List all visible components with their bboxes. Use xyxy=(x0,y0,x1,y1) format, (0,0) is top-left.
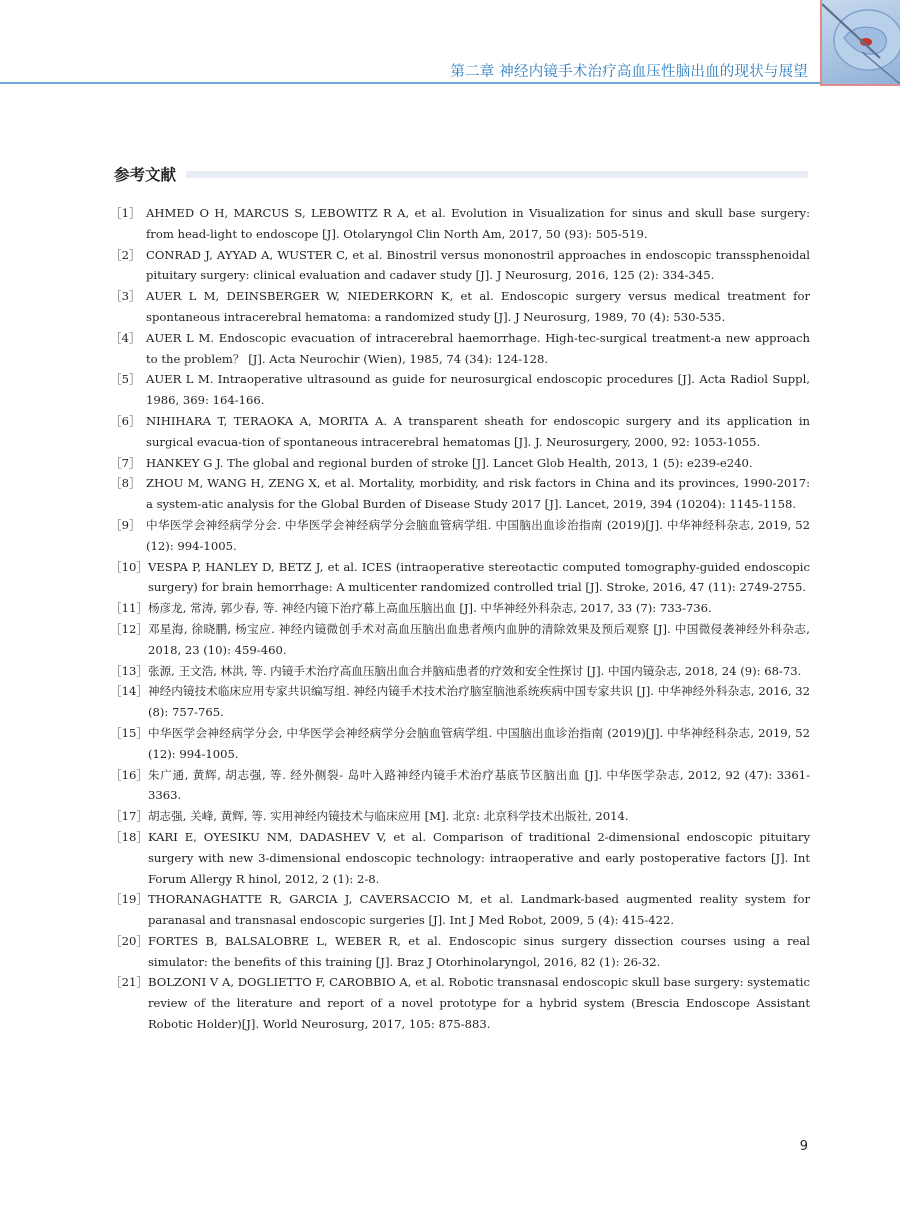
reference-text: 杨彦龙, 常涛, 郭少春, 等. 神经内镜下治疗幕上高血压脑出血 [J]. 中华神经外科杂志, 2017, 33 (7): 733-736. xyxy=(147,601,712,616)
header-rule xyxy=(0,82,822,84)
reference-item xyxy=(110,806,810,827)
reference-number: ［2］ xyxy=(110,247,141,262)
reference-item xyxy=(110,328,810,370)
reference-item xyxy=(110,765,810,807)
reference-number: ［18］ xyxy=(110,829,148,844)
reference-text: 邓星海, 徐晓鹏, 杨宝应. 神经内镜微创手术对高血压脑出血患者颅内血肿的清除效果及预后观察 [J]. 中国微侵袭神经外科杂志, 2018, 23 (10): 459-460. xyxy=(147,621,810,657)
running-header: 第二章 神经内镜手术治疗高血压性脑出血的现状与展望 xyxy=(450,64,808,80)
reference-item xyxy=(110,681,810,723)
reference-item xyxy=(110,369,810,411)
reference-text: BOLZONI V A, DOGLIETTO F, CAROBBIO A, et al. Robotic transnasal endoscopic skull base surgery: systematic review of the literature and report of a novel prototype for a hybrid system (Brescia Endoscope Assistant Robotic Holder)[J]. World Neurosurg, 2017, 105: 875-883. xyxy=(147,975,810,1032)
heading-bar xyxy=(186,171,808,178)
reference-number: ［14］ xyxy=(110,684,148,699)
reference-text: AHMED O H, MARCUS S, LEBOWITZ R A, et al. Evolution in Visualization for sinus and skull base surgery: from head-light to endoscope [J]. Otolaryngol Clin North Am, 2017, 50 (93): 505-519. xyxy=(146,206,810,241)
reference-item xyxy=(110,286,810,328)
reference-number: ［10］ xyxy=(110,559,148,574)
reference-text: AUER L M, DEINSBERGER W, NIEDERKORN K, et al. Endoscopic surgery versus medical treatment for spontaneous intracerebral hematoma: a randomized study [J]. J Neurosurg, 1989, 70 (4): 530-535. xyxy=(146,289,810,324)
reference-text: VESPA P, HANLEY D, BETZ J, et al. ICES (intraoperative stereotactic computed tomography-guided endoscopic surgery) for brain hemorrhage: A multicenter randomized controlled trial [J]. Stroke, 2016, 47 (11): 2749-2755. xyxy=(147,559,810,595)
reference-number: ［19］ xyxy=(110,892,148,907)
reference-number: ［16］ xyxy=(110,767,148,782)
reference-number: ［3］ xyxy=(110,289,141,304)
reference-item xyxy=(110,889,810,931)
reference-text: HANKEY G J. The global and regional burden of stroke [J]. Lancet Glob Health, 2013, 1 (5): e239-e240. xyxy=(146,455,753,470)
reference-item xyxy=(110,827,810,889)
reference-item xyxy=(110,723,810,765)
references-heading: 参考文献 xyxy=(114,166,177,184)
reference-item xyxy=(110,411,810,453)
reference-text: 胡志强, 关峰, 黄辉, 等. 实用神经内镜技术与临床应用 [M]. 北京: 北京科学技术出版社, 2014. xyxy=(147,809,629,824)
reference-text: THORANAGHATTE R, GARCIA J, CAVERSACCIO M, et al. Landmark-based augmented reality system for paranasal and transnasal endoscopic surgeries [J]. Int J Med Robot, 2009, 5 (4): 415-422. xyxy=(147,892,810,928)
page-number: 9 xyxy=(799,1139,808,1154)
reference-item xyxy=(110,972,810,1034)
reference-text: 中华医学会神经病学分会. 中华医学会神经病学分会脑血管病学组. 中国脑出血诊治指南 (2019)[J]. 中华神经科杂志, 2019, 52 (12): 994-1005. xyxy=(146,517,810,553)
reference-item xyxy=(110,598,810,619)
reference-text: AUER L M. Intraoperative ultrasound as guide for neurosurgical endoscopic procedures [J]. Acta Radiol Suppl, 1986, 369: 164-166. xyxy=(146,372,810,408)
reference-number: ［6］ xyxy=(110,413,141,428)
reference-number: ［5］ xyxy=(110,372,141,387)
reference-item xyxy=(110,661,810,682)
reference-number: ［21］ xyxy=(110,975,148,990)
reference-item xyxy=(110,473,810,515)
reference-text: NIHIHARA T, TERAOKA A, MORITA A. A transparent sheath for endoscopic surgery and its application in surgical evacua-tion of spontaneous intracerebral hematomas [J]. J. Neurosurgery, 2000, 92: 1053-1055. xyxy=(146,413,810,449)
reference-item xyxy=(110,619,810,661)
reference-item xyxy=(110,557,810,599)
reference-text: FORTES B, BALSALOBRE L, WEBER R, et al. Endoscopic sinus surgery dissection courses using a real simulator: the benefits of this training [J]. Braz J Otorhinolaryngol, 2016, 82 (1): 26-32. xyxy=(147,933,810,969)
reference-item xyxy=(110,453,810,474)
reference-list xyxy=(110,203,810,1035)
reference-number: ［13］ xyxy=(110,663,148,678)
reference-text: CONRAD J, AYYAD A, WUSTER C, et al. Binostril versus mononostril approaches in endoscopic transsphenoidal pituitary surgery: clinical evaluation and cadaver study [J]. J Neurosurg, 2016, 125 (2): 334-345. xyxy=(146,247,810,283)
brain-anatomy-image xyxy=(820,0,900,86)
reference-item xyxy=(110,245,810,287)
reference-text: 神经内镜技术临床应用专家共识编写组. 神经内镜手术技术治疗脑室脑池系统疾病中国专家共识 [J]. 中华神经外科杂志, 2016, 32 (8): 757-765. xyxy=(147,684,810,720)
reference-text: 中华医学会神经病学分会, 中华医学会神经病学分会脑血管病学组. 中国脑出血诊治指南 (2019)[J]. 中华神经科杂志, 2019, 52 (12): 994-1005. xyxy=(147,725,810,761)
reference-number: ［20］ xyxy=(110,933,148,948)
reference-number: ［8］ xyxy=(110,476,141,491)
reference-number: ［12］ xyxy=(110,621,148,636)
reference-number: ［1］ xyxy=(110,206,141,220)
reference-number: ［11］ xyxy=(110,601,148,616)
reference-number: ［9］ xyxy=(110,517,141,532)
reference-text: 张源, 王文浩, 林洪, 等. 内镜手术治疗高血压脑出血合并脑疝患者的疗效和安全性探讨 [J]. 中国内镜杂志, 2018, 24 (9): 68-73. xyxy=(147,663,802,678)
reference-number: ［4］ xyxy=(110,330,141,345)
reference-text: 朱广通, 黄辉, 胡志强, 等. 经外侧裂- 岛叶入路神经内镜手术治疗基底节区脑出血 [J]. 中华医学杂志, 2012, 92 (47): 3361-3363. xyxy=(147,767,810,803)
reference-text: AUER L M. Endoscopic evacuation of intracerebral haemorrhage. High-tec-surgical treatment-a new approach to the problem？ [J]. Acta Neurochir (Wien), 1985, 74 (34): 124-128. xyxy=(146,330,810,366)
reference-item xyxy=(110,931,810,973)
reference-text: ZHOU M, WANG H, ZENG X, et al. Mortality, morbidity, and risk factors in China and its provinces, 1990-2017: a system-atic analysis for the Global Burden of Disease Study 2017 [J]. Lancet, 2019, 394 (10204): 1145-1158. xyxy=(146,476,810,512)
reference-item xyxy=(110,515,810,557)
reference-number: ［7］ xyxy=(110,455,141,470)
reference-number: ［17］ xyxy=(110,809,148,824)
reference-text: KARI E, OYESIKU NM, DADASHEV V, et al. Comparison of traditional 2-dimensional endoscopic pituitary surgery with new 3-dimensional endoscopic technology: intraoperative and early postoperative factors [J]. Int Forum Allergy R hinol, 2012, 2 (1): 2-8. xyxy=(147,829,810,886)
reference-number: ［15］ xyxy=(110,725,148,740)
reference-item xyxy=(110,203,810,245)
